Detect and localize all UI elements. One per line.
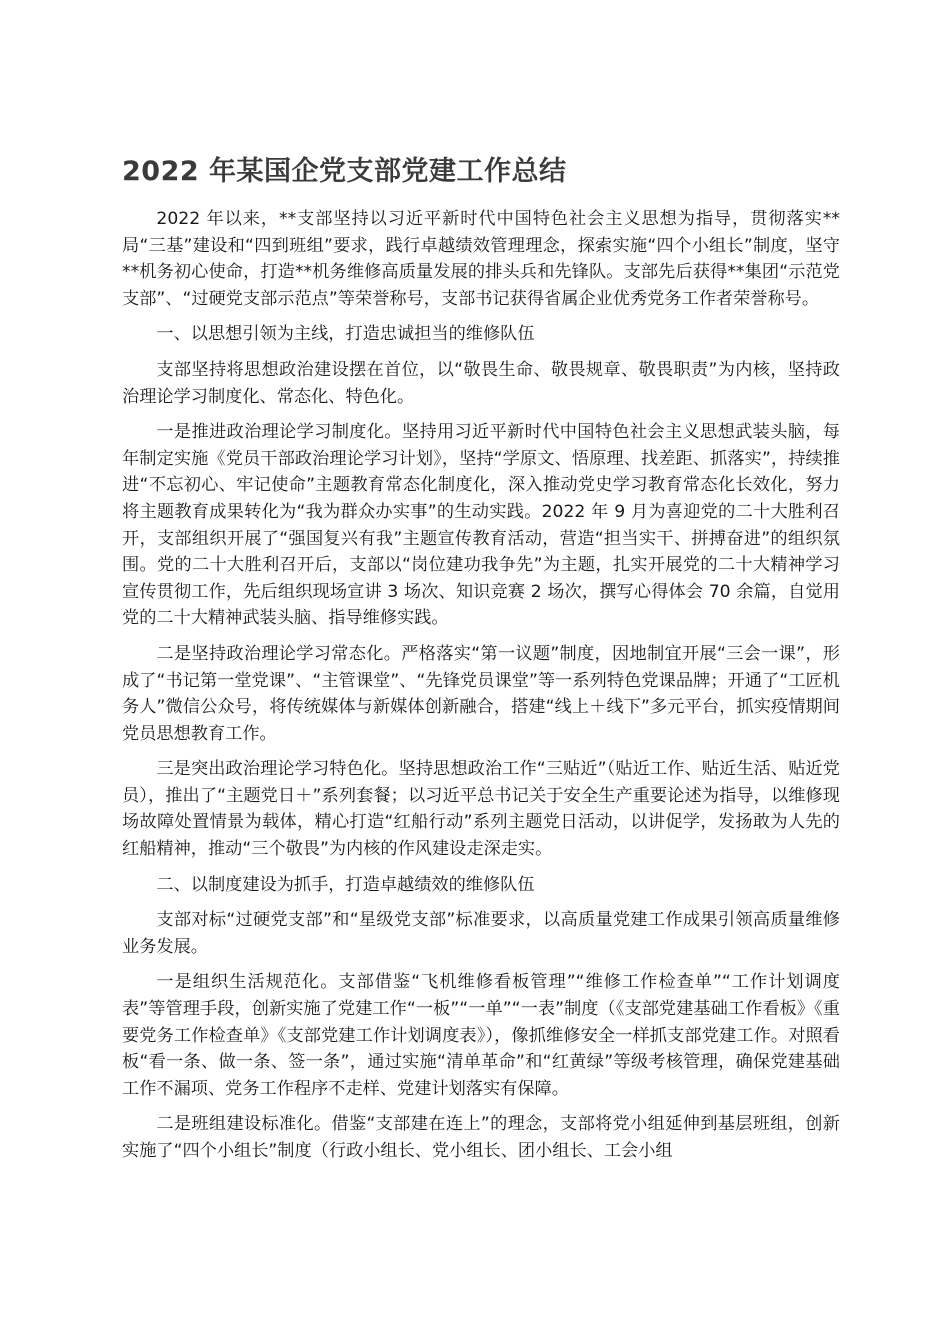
section-1-item-1-paragraph: 一是推进政治理论学习制度化。坚持用习近平新时代中国特色社会主义思想武装头脑，每年制定实施《党员干部政治理论学习计划》，坚持“学原文、悟原理、找差距、抓落实”，持续推进“不忘初心、牢记使命”主题教育常态化制度化，深入推动党史学习教育常态化长效化，努力将主题教育成果转化为“我为群众办实事”的生动实践。2022 年 9 月为喜迎党的二十大胜利召开，支部组织开展了“强国复兴有我”主题宣传教育活动，营造“担当实干、拼搏奋进”的组织氛围。党的二十大胜利召开后，支部以“岗位建功我争先”为主题，扎实开展党的二十大精神学习宣传贯彻工作，先后组织现场宣讲 3 场次、知识竞赛 2 场次，撰写心得体会 70 余篇，自觉用党的二十大精神武装头脑、指导维修实践。 xyxy=(122,422,840,629)
section-1-intro-paragraph: 支部坚持将思想政治建设摆在首位，以“敬畏生命、敬畏规章、敬畏职责”为内核，坚持政治理论学习制度化、常态化、特色化。 xyxy=(122,359,840,407)
section-heading-2: 二、以制度建设为抓手，打造卓越绩效的维修队伍 xyxy=(156,874,535,895)
document-body xyxy=(122,206,840,1174)
section-heading-1: 一、以思想引领为主线，打造忠诚担当的维修队伍 xyxy=(156,324,535,345)
document-title: 2022 年某国企党支部党建工作总结 xyxy=(122,156,567,187)
intro-paragraph: 2022 年以来，**支部坚持以习近平新时代中国特色社会主义思想为指导，贯彻落实**局“三基”建设和“四到班组”要求，践行卓越绩效管理理念，探索实施“四个小组长”制度，坚守**机务初心使命，打造**机务维修高质量发展的排头兵和先锋队。支部先后获得**集团“示范党支部”、“过硬党支部示范点”等荣誉称号，支部书记获得省属企业优秀党务工作者荣誉称号。 xyxy=(122,209,840,309)
section-1-item-2-paragraph: 二是坚持政治理论学习常态化。严格落实“第一议题”制度，因地制宜开展“三会一课”，形成了“书记第一堂党课”、“主管课堂”、“先锋党员课堂”等一系列特色党课品牌；开通了“工匠机务人”微信公众号，将传统媒体与新媒体创新融合，搭建“线上＋线下”多元平台，抓实疫情期间党员思想教育工作。 xyxy=(122,643,840,744)
section-2-intro-paragraph: 支部对标“过硬党支部”和“星级党支部”标准要求，以高质量党建工作成果引领高质量维修业务发展。 xyxy=(122,910,840,957)
section-2-item-1-paragraph: 一是组织生活规范化。支部借鉴“飞机维修看板管理”“维修工作检查单”“工作计划调度表”等管理手段，创新实施了党建工作“一板”“一单”“一表”制度（《支部党建基础工作看板》《重要党务工作检查单》《支部党建工作计划调度表》），像抓维修安全一样抓支部党建工作。对照看板“看一条、做一条、签一条”，通过实施“清单革命”和“红黄绿”等级考核管理，确保党建基础工作不漏项、党务工作程序不走样、党建计划落实有保障。 xyxy=(122,972,840,1099)
section-2-item-2-paragraph: 二是班组建设标准化。借鉴“支部建在连上”的理念，支部将党小组延伸到基层班组，创新实施了“四个小组长”制度（行政小组长、党小组长、团小组长、工会小组 xyxy=(122,1114,840,1161)
section-1-item-3-paragraph: 三是突出政治理论学习特色化。坚持思想政治工作“三贴近”（贴近工作、贴近生活、贴近党员），推出了“主题党日＋”系列套餐；以习近平总书记关于安全生产重要论述为指导，以维修现场故障处置情景为载体，精心打造“红船行动”系列主题党日活动，以讲促学，发扬敢为人先的红船精神，推动“三个敬畏”为内核的作风建设走深走实。 xyxy=(122,759,840,860)
